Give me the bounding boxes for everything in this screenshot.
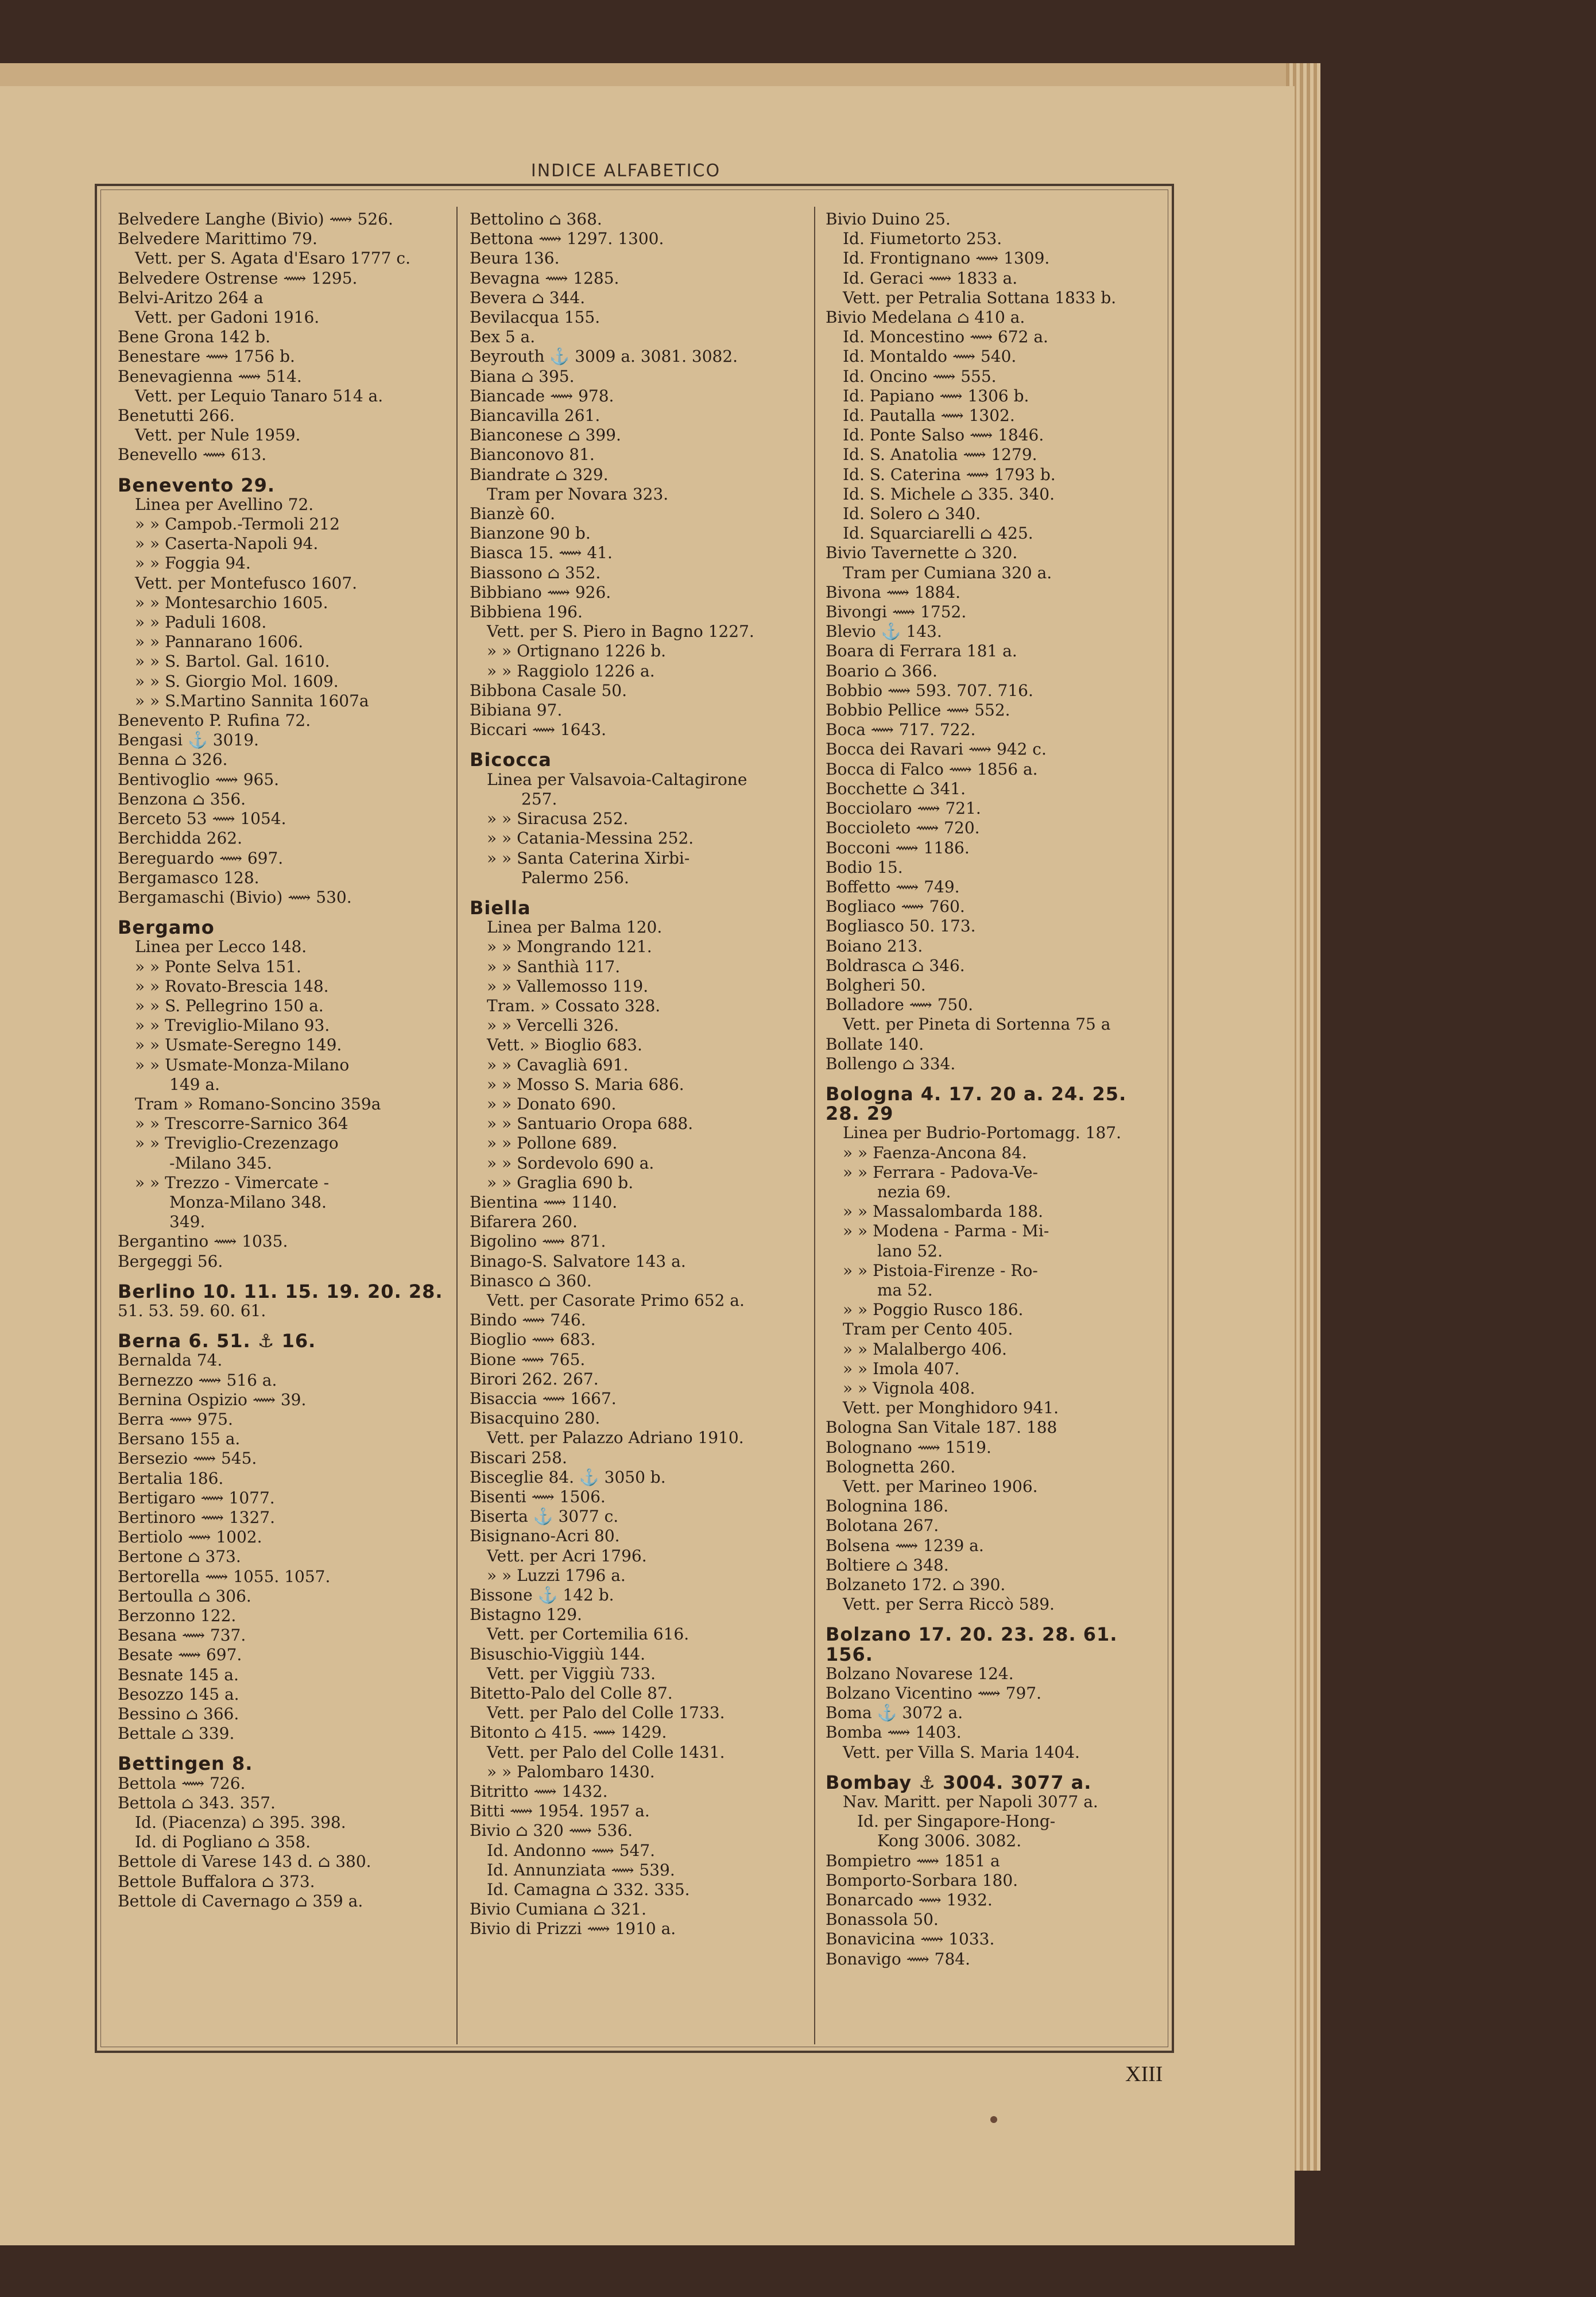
index-entry: » » Luzzi 1796 a.	[487, 1565, 626, 1585]
index-entry: Id. S. Caterina ⟿ 1793 b.	[843, 465, 1056, 484]
index-entry: Tram per Cento 405.	[843, 1320, 1013, 1339]
index-entry: Binasco ⌂ 360.	[470, 1271, 592, 1290]
index-entry: Bevera ⌂ 344.	[470, 288, 586, 307]
index-entry: Bivio Medelana ⌂ 410 a.	[826, 308, 1025, 327]
index-entry: » » S. Bartol. Gal. 1610.	[135, 652, 330, 671]
index-entry: Id. S. Anatolia ⟿ 1279.	[843, 445, 1037, 465]
index-entry: Besnate 145 a.	[118, 1665, 239, 1684]
index-entry: Bettole di Varese 143 d. ⌂ 380.	[118, 1852, 371, 1871]
index-entry: Vett. per Cortemilia 616.	[487, 1625, 689, 1644]
index-heading: Benevento 29.	[118, 474, 276, 496]
index-entry: » » Pistoia-Firenze - Ro-	[843, 1260, 1038, 1280]
index-entry: Id. Camagna ⌂ 332. 335.	[487, 1880, 690, 1900]
index-entry: » » Massalombarda 188.	[843, 1202, 1044, 1221]
index-entry: Benevento P. Rufina 72.	[118, 711, 311, 730]
index-entry: Bivio Duino 25.	[826, 210, 951, 229]
index-entry: Vett. per Acri 1796.	[487, 1546, 647, 1565]
index-entry: Vett. per Casorate Primo 652 a.	[487, 1290, 745, 1310]
index-entry: Biana ⌂ 395.	[470, 366, 575, 386]
column-divider-1	[456, 207, 458, 2044]
index-entry: Boldrasca ⌂ 346.	[826, 956, 965, 975]
index-entry: Linea per Valsavoia-Caltagirone	[487, 769, 747, 789]
index-entry: Bernalda 74.	[118, 1351, 223, 1370]
index-entry: » » S. Pellegrino 150 a.	[135, 996, 324, 1015]
index-entry: Bolzano Novarese 124.	[826, 1664, 1014, 1683]
index-entry: Vett. per Gadoni 1916.	[135, 308, 320, 327]
index-entry: Beyrouth ⚓ 3009 a. 3081. 3082.	[470, 347, 738, 366]
index-entry: Id. Ponte Salso ⟿ 1846.	[843, 426, 1044, 445]
index-entry: Binago-S. Salvatore 143 a.	[470, 1251, 686, 1271]
index-heading: Bicocca	[470, 749, 552, 771]
index-entry: Bergamasco 128.	[118, 868, 259, 887]
index-entry: Bersano 155 a.	[118, 1429, 241, 1449]
index-heading: Berna 6. 51. ⚓ 16.	[118, 1330, 316, 1352]
index-entry: » » Vallemosso 119.	[487, 976, 649, 996]
index-entry: Id. Squarciarelli ⌂ 425.	[843, 524, 1033, 543]
index-entry: Bivio di Prizzi ⟿ 1910 a.	[470, 1919, 676, 1939]
index-entry: Belvedere Marittimo 79.	[118, 229, 317, 249]
index-entry: Bivio Cumiana ⌂ 321.	[470, 1900, 646, 1919]
index-entry: Berra ⟿ 975.	[118, 1409, 233, 1429]
index-entry: Bianconese ⌂ 399.	[470, 426, 621, 445]
index-entry: Vett. per Palo del Colle 1733.	[487, 1703, 725, 1723]
index-entry: » » Graglia 690 b.	[487, 1173, 634, 1192]
index-entry: Bianzè 60.	[470, 504, 556, 524]
index-entry: Tram. » Cossato 328.	[487, 996, 661, 1015]
index-entry: Linea per Avellino 72.	[135, 494, 314, 514]
index-entry: » » Mongrando 121.	[487, 937, 652, 957]
index-entry: Bione ⟿ 765.	[470, 1349, 586, 1369]
index-entry: Vett. per Monghidoro 941.	[843, 1398, 1059, 1418]
index-entry: » » Modena - Parma - Mi-	[843, 1221, 1049, 1241]
index-entry: Id. Andonno ⟿ 547.	[487, 1840, 656, 1860]
index-entry: Bivio ⌂ 320 ⟿ 536.	[470, 1821, 633, 1840]
index-entry: » » Usmate-Seregno 149.	[135, 1035, 342, 1055]
index-entry: Bitritto ⟿ 1432.	[470, 1782, 608, 1801]
index-entry: Vett. per Villa S. Maria 1404.	[843, 1742, 1080, 1762]
index-entry: Boma ⚓ 3072 a.	[826, 1703, 963, 1723]
index-entry: Bengasi ⚓ 3019.	[118, 730, 259, 750]
index-entry: Bonavicina ⟿ 1033.	[826, 1929, 995, 1949]
index-entry: Bistagno 129.	[470, 1605, 582, 1625]
index-entry: Bernina Ospizio ⟿ 39.	[118, 1390, 307, 1409]
index-entry: Id. per Singapore-Hong-	[857, 1812, 1056, 1831]
index-heading: Bergamo	[118, 917, 215, 939]
index-entry: Id. Moncestino ⟿ 672 a.	[843, 327, 1048, 347]
index-entry: Bonavigo ⟿ 784.	[826, 1949, 970, 1969]
index-entry: Bibbiena 196.	[470, 602, 583, 622]
index-entry: -Milano 345.	[169, 1153, 272, 1173]
index-entry: » » Campob.-Termoli 212	[135, 515, 340, 534]
index-entry: Vett. per Montefusco 1607.	[135, 573, 358, 593]
index-entry: Berzonno 122.	[118, 1606, 237, 1626]
index-entry: » » Trezzo - Vimercate -	[135, 1173, 330, 1192]
index-entry: Vett. per Palazzo Adriano 1910.	[487, 1428, 744, 1448]
index-entry: Bogliasco 50. 173.	[826, 917, 976, 936]
index-entry: Vett. per Petralia Sottana 1833 b.	[843, 288, 1117, 307]
index-entry: Bergeggi 56.	[118, 1251, 223, 1271]
index-entry: Belvedere Langhe (Bivio) ⟿ 526.	[118, 210, 393, 229]
index-entry: Biancavilla 261.	[470, 406, 601, 426]
index-entry: » » Vercelli 326.	[487, 1016, 619, 1035]
index-entry: » » Santa Caterina Xirbi-	[487, 848, 690, 868]
index-entry: Bergantino ⟿ 1035.	[118, 1232, 288, 1251]
index-entry: Bertalia 186.	[118, 1468, 224, 1488]
index-entry: Kong 3006. 3082.	[877, 1831, 1022, 1851]
index-entry: Bolgheri 50.	[826, 975, 926, 995]
index-entry: Vett. per S. Agata d'Esaro 1777 c.	[135, 249, 410, 268]
index-entry: Bergamaschi (Bivio) ⟿ 530.	[118, 887, 352, 907]
index-entry: Bocchette ⌂ 341.	[826, 779, 966, 798]
index-entry: Id. Fiumetorto 253.	[843, 229, 1002, 249]
page-number: XIII	[1125, 2062, 1163, 2086]
index-entry: Id. Frontignano ⟿ 1309.	[843, 249, 1050, 268]
index-entry: Blevio ⚓ 143.	[826, 622, 942, 641]
index-column-3	[826, 210, 1164, 1969]
index-entry: » » Caserta-Napoli 94.	[135, 534, 319, 554]
index-entry: Id. Geraci ⟿ 1833 a.	[843, 268, 1018, 288]
index-entry: » » S.Martino Sannita 1607a	[135, 691, 369, 710]
index-entry: Bolotana 267.	[826, 1516, 939, 1536]
index-entry: Berceto 53 ⟿ 1054.	[118, 809, 286, 829]
paper-stain	[990, 2116, 997, 2123]
index-entry: Bolognetta 260.	[826, 1457, 956, 1476]
index-entry: Bettona ⟿ 1297. 1300.	[470, 229, 664, 249]
index-entry: » » Montesarchio 1605.	[135, 593, 328, 612]
index-entry: » » Pannarano 1606.	[135, 632, 304, 652]
index-entry: Bernezzo ⟿ 516 a.	[118, 1370, 277, 1390]
index-entry: Id. di Pogliano ⌂ 358.	[135, 1832, 311, 1852]
index-entry: Tram per Cumiana 320 a.	[843, 563, 1052, 582]
index-heading: Bettingen 8.	[118, 1753, 253, 1775]
page-header: INDICE ALFABETICO	[530, 161, 721, 181]
index-entry: » » Cavaglià 691.	[487, 1055, 629, 1074]
index-entry: » » Raggiolo 1226 a.	[487, 661, 655, 680]
index-entry: Linea per Budrio-Portomagg. 187.	[843, 1123, 1122, 1143]
index-entry: » » Trescorre-Sarnico 364	[135, 1114, 348, 1134]
index-entry: Bioglio ⟿ 683.	[470, 1330, 596, 1349]
index-entry: Bompietro ⟿ 1851 a	[826, 1851, 1000, 1870]
index-entry: Benetutti 266.	[118, 406, 235, 426]
index-entry: » » Siracusa 252.	[487, 809, 629, 829]
index-entry: Vett. » Bioglio 683.	[487, 1035, 642, 1055]
index-entry: Bobbio Pellice ⟿ 552.	[826, 701, 1010, 720]
index-entry: » » Mosso S. Maria 686.	[487, 1074, 684, 1094]
index-entry: Vett. per Nule 1959.	[135, 426, 301, 445]
index-entry: Belvi-Aritzo 264 a	[118, 288, 264, 307]
index-column-2	[470, 210, 808, 1939]
column-divider-2	[814, 207, 815, 2044]
index-entry: Bollate 140.	[826, 1034, 924, 1054]
index-heading: Bolzano 17. 20. 23. 28. 61. 156.	[826, 1623, 1118, 1665]
index-entry: Bivio Tavernette ⌂ 320.	[826, 543, 1018, 563]
index-entry: Bollengo ⌂ 334.	[826, 1054, 956, 1073]
index-heading: Bombay ⚓ 3004. 3077 a.	[826, 1771, 1092, 1793]
index-entry: 349.	[169, 1212, 206, 1232]
index-entry: » » Foggia 94.	[135, 554, 251, 573]
index-entry: Id. Montaldo ⟿ 540.	[843, 347, 1017, 366]
index-entry: Nav. Maritt. per Napoli 3077 a.	[843, 1792, 1098, 1812]
index-entry: Id. Annunziata ⟿ 539.	[487, 1860, 675, 1880]
index-entry: Bertinoro ⟿ 1327.	[118, 1508, 275, 1527]
index-entry: Bocciolaro ⟿ 721.	[826, 799, 981, 818]
index-entry: » » Ponte Selva 151.	[135, 957, 301, 976]
index-entry: Bibbona Casale 50.	[470, 680, 627, 700]
index-entry: Bisuschio-Viggiù 144.	[470, 1644, 646, 1664]
index-entry: Bonarcado ⟿ 1932.	[826, 1890, 993, 1910]
index-entry: Monza-Milano 348.	[169, 1192, 327, 1212]
index-entry: Benevello ⟿ 613.	[118, 445, 267, 465]
index-entry: Bettola ⟿ 726.	[118, 1773, 246, 1793]
index-entry: Bettolino ⌂ 368.	[470, 210, 602, 229]
index-entry: » » Santhià 117.	[487, 957, 621, 976]
index-entry: Vett. per Marineo 1906.	[843, 1477, 1038, 1496]
index-heading: Berlino 10. 11. 15. 19. 20. 28.	[118, 1280, 443, 1302]
index-entry: Boario ⌂ 366.	[826, 661, 938, 680]
index-entry: » » Paduli 1608.	[135, 613, 267, 632]
index-entry: Id. Solero ⌂ 340.	[843, 504, 981, 524]
index-entry: Bivona ⟿ 1884.	[826, 582, 961, 602]
index-entry: Boffetto ⟿ 749.	[826, 877, 960, 896]
index-entry: Belvedere Ostrense ⟿ 1295.	[118, 268, 358, 288]
index-entry: Bogliaco ⟿ 760.	[826, 897, 965, 917]
index-entry: Id. (Piacenza) ⌂ 395. 398.	[135, 1813, 346, 1832]
index-entry: Bianzone 90 b.	[470, 524, 591, 543]
index-entry: Linea per Lecco 148.	[135, 937, 307, 957]
index-entry: Bibiana 97.	[470, 701, 563, 720]
index-entry: Bertiolo ⟿ 1002.	[118, 1528, 262, 1547]
index-entry: Bolsena ⟿ 1239 a.	[826, 1536, 984, 1555]
index-entry: Bindo ⟿ 746.	[470, 1310, 586, 1330]
index-entry: Bigolino ⟿ 871.	[470, 1232, 606, 1251]
index-entry: Bitonto ⌂ 415. ⟿ 1429.	[470, 1723, 667, 1742]
index-entry: Bolzano Vicentino ⟿ 797.	[826, 1684, 1041, 1703]
index-entry: Bevagna ⟿ 1285.	[470, 268, 619, 288]
index-entry: Bevilacqua 155.	[470, 308, 601, 327]
index-entry: Bertigaro ⟿ 1077.	[118, 1488, 275, 1507]
index-entry: Bitti ⟿ 1954. 1957 a.	[470, 1801, 650, 1821]
index-entry: Biccari ⟿ 1643.	[470, 720, 607, 740]
index-entry: Bocconi ⟿ 1186.	[826, 838, 970, 857]
index-entry: Vett. per Serra Riccò 589.	[843, 1595, 1055, 1614]
index-entry: Bertorella ⟿ 1055. 1057.	[118, 1567, 331, 1586]
index-entry: 257.	[521, 789, 557, 809]
index-entry: Birori 262. 267.	[470, 1369, 599, 1389]
index-entry: nezia 69.	[877, 1182, 951, 1201]
index-entry: Tram per Novara 323.	[487, 484, 669, 504]
index-entry: 51. 53. 59. 60. 61.	[118, 1301, 266, 1320]
index-entry: ma 52.	[877, 1280, 933, 1300]
index-entry: Bomporto-Sorbara 180.	[826, 1870, 1018, 1890]
index-entry: » » S. Giorgio Mol. 1609.	[135, 671, 339, 691]
index-entry: Bolognano ⟿ 1519.	[826, 1437, 991, 1457]
index-column-1	[118, 210, 451, 1911]
index-entry: lano 52.	[877, 1241, 943, 1260]
index-entry: Vett. per S. Piero in Bagno 1227.	[487, 622, 754, 641]
index-entry: Besozzo 145 a.	[118, 1684, 239, 1704]
index-entry: » » Donato 690.	[487, 1094, 617, 1113]
index-entry: Boara di Ferrara 181 a.	[826, 641, 1017, 661]
index-entry: Bobbio ⟿ 593. 707. 716.	[826, 680, 1033, 700]
index-entry: Biserta ⚓ 3077 c.	[470, 1507, 619, 1526]
index-entry: Bene Grona 142 b.	[118, 327, 271, 347]
index-entry: » » Palombaro 1430.	[487, 1762, 655, 1781]
index-entry: Bisacquino 280.	[470, 1409, 601, 1428]
index-entry: Biassono ⌂ 352.	[470, 563, 601, 582]
index-entry: Beura 136.	[470, 249, 560, 268]
index-entry: Bisenti ⟿ 1506.	[470, 1487, 606, 1506]
index-entry: Bocca di Falco ⟿ 1856 a.	[826, 759, 1038, 779]
index-entry: Tram » Romano-Soncino 359a	[135, 1094, 381, 1113]
index-entry: Besana ⟿ 737.	[118, 1626, 246, 1645]
index-entry: Bolzaneto 172. ⌂ 390.	[826, 1575, 1006, 1595]
index-entry: Bologna San Vitale 187. 188	[826, 1418, 1057, 1437]
index-entry: » » Vignola 408.	[843, 1378, 975, 1398]
index-entry: Bianconovo 81.	[470, 445, 595, 465]
index-entry: Bonassola 50.	[826, 1910, 939, 1929]
index-entry: Bertoulla ⌂ 306.	[118, 1586, 251, 1606]
index-entry: Benestare ⟿ 1756 b.	[118, 347, 295, 366]
index-entry: Bettola ⌂ 343. 357.	[118, 1793, 276, 1812]
index-entry: » » Poggio Rusco 186.	[843, 1300, 1024, 1320]
index-entry: » » Faenza-Ancona 84.	[843, 1143, 1027, 1162]
index-entry: Bentivoglio ⟿ 965.	[118, 769, 280, 789]
index-entry: » » Rovato-Brescia 148.	[135, 976, 329, 996]
index-heading: Bologna 4. 17. 20 a. 24. 25. 28. 29	[826, 1082, 1127, 1125]
index-entry: Id. Papiano ⟿ 1306 b.	[843, 386, 1029, 405]
index-entry: Id. Oncino ⟿ 555.	[843, 366, 997, 386]
index-entry: » » Imola 407.	[843, 1359, 960, 1378]
index-entry: » » Ortignano 1226 b.	[487, 641, 667, 661]
index-entry: Bocca dei Ravari ⟿ 942 c.	[826, 740, 1047, 759]
index-entry: Boltiere ⌂ 348.	[826, 1555, 949, 1575]
index-entry: » » Malalbergo 406.	[843, 1339, 1007, 1359]
index-entry: Linea per Balma 120.	[487, 918, 663, 937]
index-entry: Id. Pautalla ⟿ 1302.	[843, 406, 1015, 426]
index-heading: Biella	[470, 896, 531, 919]
index-entry: Berchidda 262.	[118, 829, 242, 848]
index-entry: Biandrate ⌂ 329.	[470, 465, 609, 484]
index-entry: » » Usmate-Monza-Milano	[135, 1055, 350, 1074]
index-entry: Bertone ⌂ 373.	[118, 1547, 241, 1567]
index-entry: » » Treviglio-Milano 93.	[135, 1016, 330, 1035]
index-entry: Bissone ⚓ 142 b.	[470, 1586, 614, 1605]
index-entry: Vett. per Palo del Colle 1431.	[487, 1742, 725, 1762]
index-entry: Biscari 258.	[470, 1448, 567, 1467]
index-entry: Besate ⟿ 697.	[118, 1645, 242, 1665]
index-entry: Vett. per Viggiù 733.	[487, 1664, 656, 1683]
index-entry: Benevagienna ⟿ 514.	[118, 366, 302, 386]
index-entry: Bettale ⌂ 339.	[118, 1724, 235, 1743]
index-entry: Id. S. Michele ⌂ 335. 340.	[843, 484, 1055, 504]
index-entry: Bolognina 186.	[826, 1496, 949, 1516]
index-entry: Biancade ⟿ 978.	[470, 386, 614, 405]
index-entry: Benna ⌂ 326.	[118, 750, 228, 769]
index-entry: » » Santuario Oropa 688.	[487, 1114, 694, 1134]
index-entry: 149 a.	[169, 1074, 220, 1094]
index-entry: Vett. per Lequio Tanaro 514 a.	[135, 386, 383, 405]
index-entry: Bitetto-Palo del Colle 87.	[470, 1684, 673, 1703]
index-entry: » » Treviglio-Crezenzago	[135, 1134, 339, 1153]
index-entry: Vett. per Pineta di Sortenna 75 a	[843, 1015, 1111, 1034]
index-entry: Bisceglie 84. ⚓ 3050 b.	[470, 1467, 666, 1487]
index-entry: Bodio 15.	[826, 857, 903, 877]
index-entry: Bereguardo ⟿ 697.	[118, 848, 284, 868]
index-entry: » » Ferrara - Padova-Ve-	[843, 1162, 1039, 1182]
index-entry: Bisignano-Acri 80.	[470, 1526, 620, 1546]
index-entry: Bex 5 a.	[470, 327, 536, 347]
index-entry: Boca ⟿ 717. 722.	[826, 720, 976, 740]
index-entry: Bivongi ⟿ 1752.	[826, 602, 967, 622]
index-entry: » » Catania-Messina 252.	[487, 829, 694, 848]
index-entry: Bolladore ⟿ 750.	[826, 995, 974, 1015]
index-entry: Bisaccia ⟿ 1667.	[470, 1389, 617, 1408]
index-entry: Benzona ⌂ 356.	[118, 789, 246, 809]
index-entry: Bettole di Cavernago ⌂ 359 a.	[118, 1891, 363, 1911]
index-entry: Biasca 15. ⟿ 41.	[470, 543, 613, 563]
index-entry: Boiano 213.	[826, 936, 923, 956]
index-entry: Bersezio ⟿ 545.	[118, 1449, 257, 1468]
index-entry: Bifarera 260.	[470, 1212, 578, 1232]
index-entry: Bibbiano ⟿ 926.	[470, 582, 611, 602]
index-entry: Bientina ⟿ 1140.	[470, 1192, 618, 1212]
index-entry: Boccioleto ⟿ 720.	[826, 818, 980, 838]
index-entry: Bomba ⟿ 1403.	[826, 1723, 962, 1742]
index-entry: » » Sordevolo 690 a.	[487, 1153, 654, 1173]
index-entry: » » Pollone 689.	[487, 1134, 618, 1153]
index-entry: Bessino ⌂ 366.	[118, 1704, 239, 1724]
index-entry: Bettole Buffalora ⌂ 373.	[118, 1871, 315, 1891]
index-entry: Palermo 256.	[521, 868, 629, 887]
